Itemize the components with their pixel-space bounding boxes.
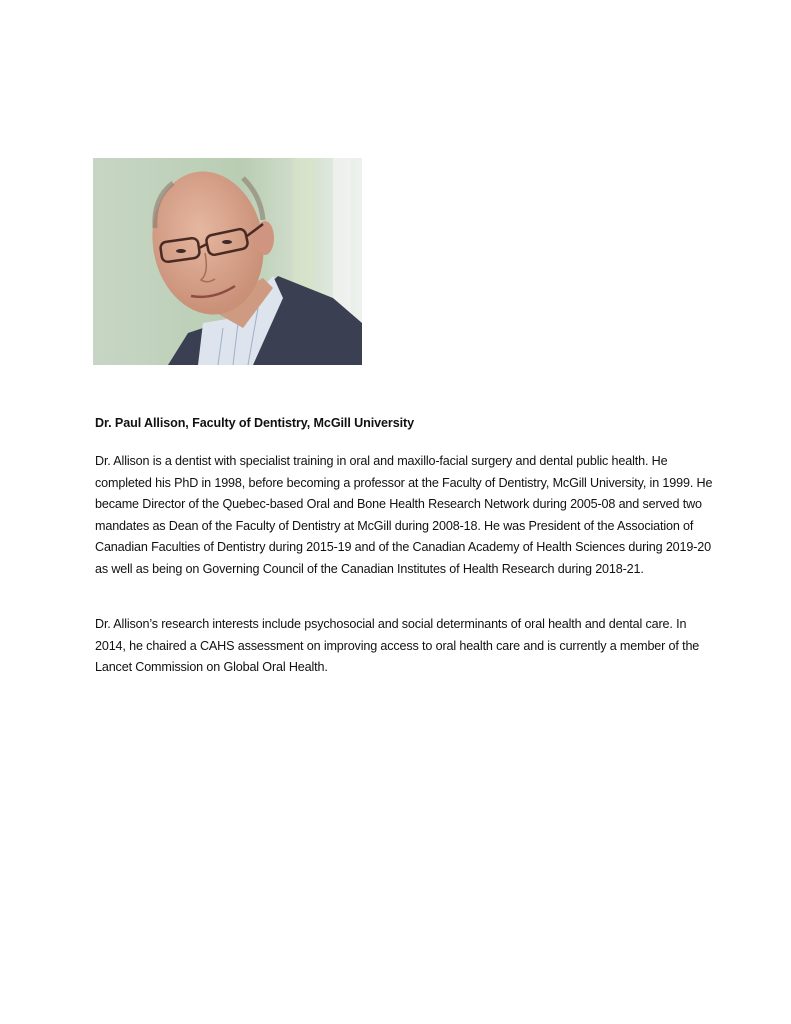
portrait-photo	[93, 158, 362, 365]
eye-left	[176, 249, 186, 253]
bio-heading: Dr. Paul Allison, Faculty of Dentistry, McGill University	[95, 416, 415, 430]
bio-paragraph-career: Dr. Allison is a dentist with specialist training in oral and maxillo-facial surgery and dental public health. He completed his PhD in 1998, before becoming a professor at the Faculty of Dentistry, McGill University, in 1999. He became Director of the Quebec-based Oral and Bone Health Research Network during 2005-08 and served two mandates as Dean of the Faculty of Dentistry at McGill during 2008-18. He was President of the Association of Canadian Faculties of Dentistry during 2015-19 and of the Canadian Academy of Health Sciences during 2019-20 as well as being on Governing Council of the Canadian Institutes of Health Research during 2018-21.	[95, 454, 713, 576]
portrait-image	[93, 158, 362, 365]
eye-right	[222, 240, 232, 244]
bio-paragraph-research: Dr. Allison’s research interests include psychosocial and social determinants of oral health and dental care. In 2014, he chaired a CAHS assessment on improving access to oral health care and is currently a member of the Lancet Commission on Global Oral Health.	[95, 617, 700, 675]
